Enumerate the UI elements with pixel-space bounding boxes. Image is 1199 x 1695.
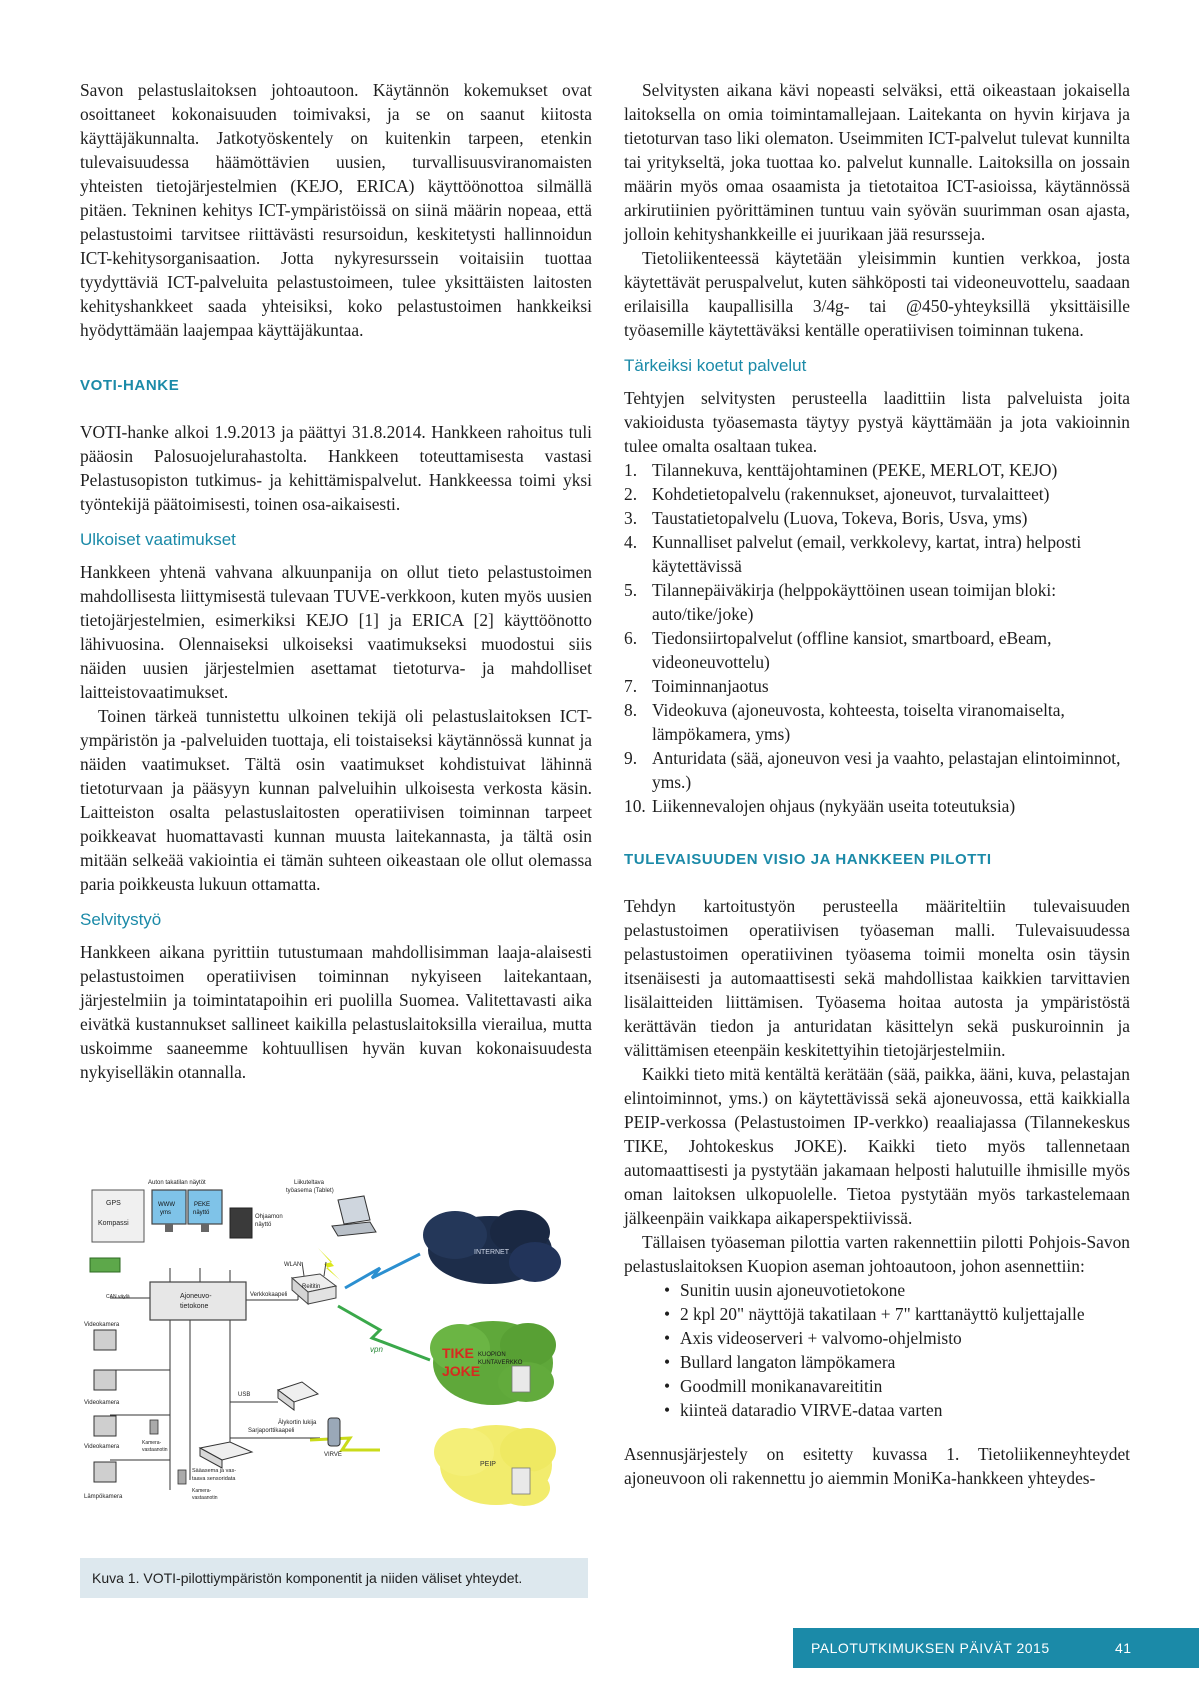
- paragraph: Hankkeen aikana pyrittiin tutustumaan mahdollisimman laaja-alaisesti pelastustoimen operatiivisen toiminnan nykyiseen laitekantaan, järjestelmiin ja toimintatapoihin eri puolilla Suomea. Valitettavasti aika eivätkä kustannukset sallineet kaikilla pelastuslaitoksilla vierailua, mutta uskoimme saaneemme kohtuullisen hyvän kuvan kokonaisuudesta nykyiselläkin otannalla.: [80, 942, 592, 1082]
- vehicle-computer: [150, 1282, 287, 1320]
- www-yms-label: yms: [160, 1210, 171, 1216]
- list-item-text: Goodmill monikanavareititin: [680, 1376, 883, 1396]
- video-camera-3: [84, 1416, 120, 1450]
- weather-station: [192, 1442, 252, 1482]
- ajoneuvo-label-2: tietokone: [180, 1303, 209, 1310]
- videokamera-label-3: Videokamera: [84, 1444, 120, 1450]
- list-number: 3.: [624, 508, 638, 528]
- list-item: [624, 458, 1130, 482]
- list-item: [624, 482, 1130, 506]
- smart-card-reader: [238, 1382, 318, 1426]
- cockpit-display: [230, 1208, 283, 1238]
- can-bus-module: [90, 1258, 130, 1300]
- list-item-text: Tilannekuva, kenttäjohtaminen (PEKE, MERLOT, KEJO): [652, 460, 1058, 480]
- list-item-text: 2 kpl 20" näyttöjä takatilaan + 7" karttanäyttö kuljettajalle: [680, 1304, 1085, 1324]
- reititin-label: Reititin: [302, 1284, 321, 1290]
- kuopio-kuntaverkko-cloud: [430, 1321, 556, 1405]
- list-item: [624, 626, 1130, 674]
- list-item: [624, 674, 1130, 698]
- subheading-tarkeiksi-koetut-palvelut: Tärkeiksi koetut palvelut: [624, 356, 807, 375]
- gps-kompassi-box: [92, 1190, 144, 1242]
- list-item: [624, 1350, 1130, 1374]
- sarjaporttikaapeli-label: Sarjaporttikaapeli: [248, 1428, 295, 1434]
- peip-label: PEIP: [480, 1461, 496, 1468]
- tike-label: TIKE: [442, 1345, 474, 1361]
- video-camera-1: [84, 1322, 120, 1350]
- tyoasema-label: työasema (Tablet): [286, 1188, 334, 1194]
- list-number: 1.: [624, 460, 638, 480]
- page-footer: [793, 1628, 1199, 1668]
- peke-label: PEKE: [194, 1202, 211, 1208]
- list-item-text: Liikennevalojen ohjaus (nykyään useita toteutuksia): [652, 796, 1016, 816]
- bullet-icon: •: [664, 1376, 671, 1396]
- footer-title: PALOTUTKIMUKSEN PÄIVÄT 2015: [811, 1640, 1050, 1656]
- paragraph: VOTI-hanke alkoi 1.9.2013 ja päättyi 31.8.2014. Hankkeen rahoitus tuli pääosin Palosuojelurahastolta. Hankkeen toteuttamisesta vastasi Pelastusopiston tutkimus- ja kehittämispalvelut. Hankkeessa toimi yksi työntekijä päätoimisesti, toinen osa-aikaisesti.: [80, 422, 592, 514]
- thermal-camera: [84, 1462, 123, 1500]
- paragraph: Kaikki tieto mitä kentältä kerätään (sää, paikka, ääni, kuva, pelastajan elintoiminnot, yms.) on käytettävissä sekä ajoneuvossa, että kaikkialla PEIP-verkossa (Pelastustoimen IP-verkko) reaaliajassa (Tilannekeskus TIKE, Johtokeskus JOKE). Kaikki tieto myös tallennetaan automaattisesti ja pystytään jakamaan helposti halutuille ihmisille myös oman laitoksen ulkopuolelle. Tietoa pystytään myös tarkastelemaan jälkeenpäin vaikkapa aikaperspektiivissä.: [624, 1064, 1130, 1228]
- usb-label: USB: [238, 1392, 251, 1398]
- section-heading-voti: VOTI-HANKE: [80, 377, 180, 394]
- list-item: [624, 1278, 1130, 1302]
- list-item-text: Sunitin uusin ajoneuvotietokone: [680, 1280, 906, 1300]
- paragraph: Asennusjärjestely on esitetty kuvassa 1. Tietoliikenneyhteydet ajoneuvoon oli rakennettu jo aiemmin MoniKa-hankkeen yhteydes-: [624, 1444, 1130, 1488]
- joke-label: JOKE: [442, 1363, 481, 1379]
- network-diagram: [80, 1170, 590, 1530]
- services-list: [624, 458, 1130, 818]
- kuntaverkko-label: KUNTAVERKKO: [478, 1360, 523, 1366]
- camera-receiver-2: [178, 1470, 218, 1501]
- kuopion-label: KUOPION: [478, 1352, 506, 1358]
- subheading-ulkoiset-vaatimukset: Ulkoiset vaatimukset: [80, 530, 236, 549]
- paragraph: Toinen tärkeä tunnistettu ulkoinen tekijä oli pelastuslaitoksen ICT-ympäristön ja -palveluiden tuottaja, eli toistaiseksi käytännössä kunnat ja näiden vaatimukset. Tältä osin vaatimukset kohdistuivat lähinnä tietoturvaan ja pääsyyn kunnan palveluihin ulkoisesta verkosta käsin. Laitteiston osalta pelastuslaitosten operatiivisen toiminnan tarpeet poikkeavat huomattavasti kunnan muusta laitekannasta, ja tältä osin mitään selkeää vakiointia ei tämän suhteen oikeastaan ole ollut olemassa paria poikkeusta lukuun ottamatta.: [80, 706, 592, 894]
- list-item: [624, 530, 1130, 578]
- list-item-text: Toiminnanjaotus: [652, 676, 769, 696]
- videokamera-label-1: Videokamera: [84, 1322, 120, 1328]
- right-column: [624, 78, 1130, 1490]
- list-item-text: Tiedonsiirtopalvelut (offline kansiot, smartboard, eBeam, videoneuvottelu): [652, 628, 1052, 672]
- lampokamera-label: Lämpökamera: [84, 1494, 123, 1500]
- list-item-text: Taustatietopalvelu (Luova, Tokeva, Boris, Usva, yms): [652, 508, 1028, 528]
- bullet-icon: •: [664, 1328, 671, 1348]
- tablet-laptop: [286, 1180, 376, 1236]
- saaasema-label-1: Sääasema ja vas-: [192, 1468, 237, 1474]
- list-item: [624, 506, 1130, 530]
- bullet-icon: •: [664, 1280, 671, 1300]
- list-item: [624, 578, 1130, 626]
- list-item: [624, 746, 1130, 794]
- saaasema-label-2: taava sensoridata: [192, 1476, 236, 1482]
- peke-monitor: [188, 1190, 222, 1232]
- list-number: 9.: [624, 748, 638, 768]
- paragraph: Tietoliikenteessä käytetään yleisimmin kuntien verkkoa, josta käytettävät peruspalvelut, kuten sähköposti tai videoneuvottelu, saadaan erilaisilla kaupallisilla 3/4g- tai @450-yhteyksillä yksittäisille työasemille käytettäväksi kentälle operatiivisen toiminnan tukena.: [624, 248, 1130, 340]
- internet-label: INTERNET: [474, 1249, 509, 1256]
- kamera-vast-2a: Kamera-: [192, 1488, 212, 1494]
- liikuteltava-label: Liikuteltava: [294, 1180, 325, 1186]
- list-item-text: Axis videoserveri + valvomo-ohjelmisto: [680, 1328, 962, 1348]
- list-item-text: Videokuva (ajoneuvosta, kohteesta, toiselta viranomaiselta, lämpökamera, yms): [652, 700, 1065, 744]
- bullet-icon: •: [664, 1352, 671, 1372]
- vpn-label: vpn: [370, 1345, 383, 1354]
- paragraph: Selvitysten aikana kävi nopeasti selväksi, että oikeastaan jokaisella laitoksella on omia toimintamallejaan. Laitekanta on hyvin kirjava ja tietoturvan taso liki olematon. Useimmiten ICT-palvelut tulevat kunnilta tai yritykseltä, joka tuottaa ko. palvelut kunnalle. Laitoksilla on jossain määrin myös omaa osaamista ja tietotaitoa ICT-asioissa, käytännössä arkirutiinien pyörittäminen tuntuu vain syövän suurimman osan ajasta, jolloin kehityshankkeille ei juurikaan jää resursseja.: [624, 80, 1130, 244]
- virve-label: VIRVE: [324, 1452, 342, 1458]
- page-number: 41: [1115, 1640, 1132, 1656]
- videokamera-label-2: Videokamera: [84, 1400, 120, 1406]
- section-heading-tulevaisuuden-visio: TULEVAISUUDEN VISIO JA HANKKEEN PILOTTI: [624, 851, 992, 868]
- installed-components-list: [624, 1278, 1130, 1422]
- list-number: 5.: [624, 580, 638, 600]
- www-label: WWW: [158, 1202, 175, 1208]
- virve-bolt: [310, 1438, 380, 1450]
- list-item: [624, 794, 1130, 818]
- list-number: 10.: [624, 796, 646, 816]
- bullet-icon: •: [664, 1304, 671, 1324]
- list-item-text: Kunnalliset palvelut (email, verkkolevy, kartat, intra) helposti käytettävissä: [652, 532, 1082, 576]
- internet-bolt: [345, 1254, 420, 1288]
- list-item-text: Tilannepäiväkirja (helppokäyttöinen usean toimijan bloki: auto/tike/joke): [652, 580, 1057, 624]
- internet-cloud: [423, 1210, 561, 1284]
- list-number: 8.: [624, 700, 638, 720]
- paragraph: Tehtyjen selvitysten perusteella laadittiin lista palveluista joita vakioidusta työasemasta täytyy pystyä käyttämään ja jota vakioinnin tulee omalta osaltaan tukea.: [624, 388, 1130, 456]
- list-item-text: kiinteä dataradio VIRVE-dataa varten: [680, 1400, 943, 1420]
- list-number: 6.: [624, 628, 638, 648]
- ohjaamon-label: Ohjaamon: [255, 1214, 283, 1220]
- figure-caption: Kuva 1. VOTI-pilottiympäristön komponentit ja niiden väliset yhteydet.: [80, 1558, 588, 1598]
- vpn-bolt: [338, 1306, 430, 1360]
- bullet-icon: •: [664, 1400, 671, 1420]
- list-item-text: Kohdetietopalvelu (rakennukset, ajoneuvot, turvalaitteet): [652, 484, 1050, 504]
- camera-receiver-1: [142, 1420, 168, 1453]
- verkkokaapeli-label: Verkkokaapeli: [250, 1292, 288, 1298]
- kamera-vast-2b: vastaanotin: [192, 1495, 218, 1501]
- gps-label: GPS: [106, 1200, 121, 1207]
- list-item: [624, 1398, 1130, 1422]
- www-monitor: [152, 1190, 186, 1232]
- alykortin-label: Älykortin lukija: [278, 1420, 317, 1426]
- paragraph: Hankkeen yhtenä vahvana alkuunpanija on ollut tieto pelastustoimen mahdollisesta liittymisestä tulevaan TUVE-verkkoon, kuten myös uusien tietojärjestelmien, esimerkiksi KEJO [1] ja ERICA [2] käyttöönotto lähivuosina. Olennaiseksi ulkoiseksi vaatimukseksi muodostui siis näiden uusien järjestelmien asettamat tietoturva- ja mahdolliset laitteistovaatimukset.: [80, 562, 592, 702]
- video-camera-2: [84, 1370, 120, 1406]
- peke-naytto-label: näyttö: [193, 1210, 210, 1216]
- network-diagram-figure: [80, 1170, 590, 1530]
- paragraph: Savon pelastuslaitoksen johtoautoon. Käytännön kokemukset ovat osoittaneet kokonaisuuden toimivaksi, ja se on saanut kiitosta käyttäjäkunnalta. Jatkotyöskentely on kuitenkin tarpeen, etenkin tulevaisuudessa häämöttävien uusien, turvallisuusviranomaisten yhteisten tietojärjestelmien (KEJO, ERICA) käyttöönottoa silmällä pitäen. Tekninen kehitys ICT-ympäristöissä on siinä määrin nopeaa, että pelastustoimi tarvitsee riittävästi resursoidun, keskitetysti hallinnoidun ICT-kehitysorganisaation. Jotta nykyresurssein voitaisiin tuottaa tyydyttäviä ICT-palveluita pelastustoimeen, tulee yksittäisten laitosten kehityshankkeet saada yhteisiksi, koko pelastustoimen hankkeiksi hyödyttämään laajempaa käyttäjäkuntaa.: [80, 80, 592, 340]
- paragraph: Tehdyn kartoitustyön perusteella määriteltiin tulevaisuuden pelastustoimen operatiivisen työaseman malli. Tulevaisuudessa pelastustoimen operatiivinen työasema toimii monelta osin täysin itsenäisesti ja automaattisesti sekä mahdollistaa kaikkien tarvittavien lisälaitteiden liittämisen. Työasema hoitaa autosta ja ympäristöstä kerättävän tiedon ja anturidatan käsittelyn sekä puskuroinnin ja välittämisen eteenpäin keskitettyihin tietojärjestelmiin.: [624, 896, 1130, 1060]
- kompassi-label: Kompassi: [98, 1220, 129, 1227]
- peip-cloud: [434, 1425, 556, 1506]
- list-number: 4.: [624, 532, 638, 552]
- auton-naytot-label: Auton takatilan näytöt: [148, 1180, 206, 1186]
- list-item: [624, 1374, 1130, 1398]
- ohjaamon-naytto-label: näyttö: [255, 1222, 272, 1228]
- kamera-vast-1a: Kamera-: [142, 1440, 162, 1446]
- list-item-text: Anturidata (sää, ajoneuvon vesi ja vaahto, pelastajan elintoiminnot, yms.): [652, 748, 1121, 792]
- ajoneuvo-label-1: Ajoneuvo-: [180, 1293, 212, 1300]
- wlan-label: WLAN: [284, 1262, 302, 1268]
- kamera-vast-1b: vastaanotin: [142, 1447, 168, 1453]
- list-item: [624, 1326, 1130, 1350]
- list-number: 7.: [624, 676, 638, 696]
- list-item-text: Bullard langaton lämpökamera: [680, 1352, 896, 1372]
- list-number: 2.: [624, 484, 638, 504]
- left-column: [80, 78, 592, 1084]
- paragraph: Tällaisen työaseman pilottia varten rakennettiin pilotti Pohjois-Savon pelastuslaitoksen Kuopion aseman johtoautoon, johon asennettiin:: [624, 1232, 1130, 1276]
- list-item: [624, 698, 1130, 746]
- can-label: CAN väylä: [106, 1294, 130, 1300]
- list-item: [624, 1302, 1130, 1326]
- subheading-selvitystyo: Selvitystyö: [80, 910, 162, 929]
